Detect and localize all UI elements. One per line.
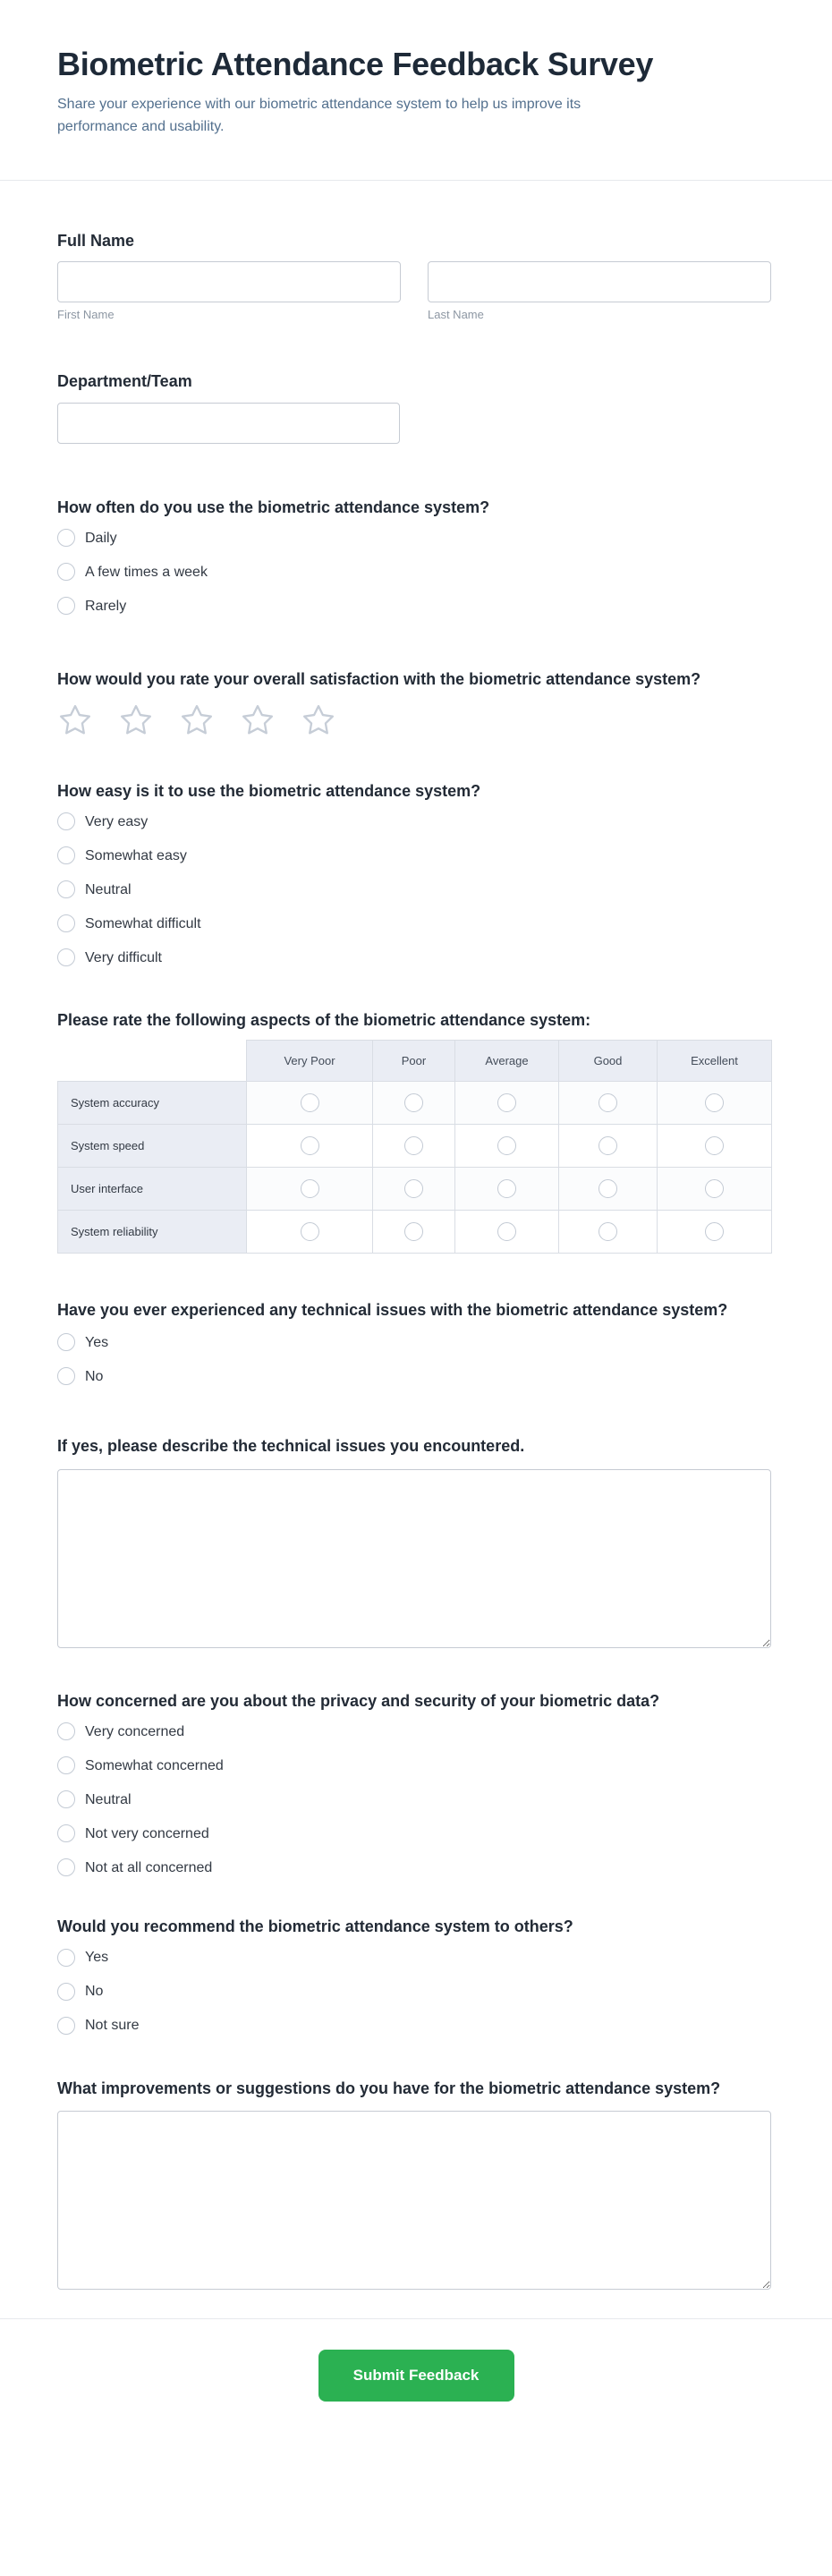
matrix-header-row [58,1040,772,1081]
radio-icon[interactable] [57,812,75,830]
radio-option-very-concerned[interactable] [57,1718,184,1745]
question-label: How concerned are you about the privacy and security of your biometric data? [57,1691,660,1710]
matrix-cell[interactable] [559,1210,658,1253]
radio-option-label: Neutral [85,1791,132,1807]
question-privacy-concern [57,1691,771,1882]
question-label: Have you ever experienced any technical issues with the biometric attendance system? [57,1300,728,1319]
radio-option-rarely[interactable] [57,592,126,619]
first-name-column [57,261,401,321]
star-icon[interactable] [179,702,215,738]
radio-option-somewhat-difficult[interactable] [57,910,201,937]
radio-option-somewhat-easy[interactable] [57,842,187,869]
radio-icon[interactable] [404,1093,423,1112]
radio-icon[interactable] [301,1222,319,1241]
matrix-cell[interactable] [373,1210,455,1253]
radio-option-label: Not very concerned [85,1825,209,1841]
radio-icon[interactable] [57,1858,75,1876]
radio-group-ease [57,808,771,971]
radio-option-label: No [85,1984,104,2000]
matrix-cell[interactable] [373,1167,455,1210]
question-issues-description [57,1436,771,1648]
radio-icon[interactable] [57,1367,75,1385]
radio-icon[interactable] [497,1136,516,1155]
radio-option-label: Somewhat easy [85,847,187,863]
radio-option-neutral[interactable] [57,1786,132,1813]
radio-icon[interactable] [57,914,75,932]
matrix-cell[interactable] [247,1124,373,1167]
radio-option-not-at-all-concerned[interactable] [57,1854,212,1881]
matrix-row-header: System accuracy [58,1081,247,1124]
matrix-cell[interactable] [559,1124,658,1167]
radio-option-label: Yes [85,1334,109,1350]
radio-group-recommend [57,1944,771,2039]
radio-option-somewhat-concerned[interactable] [57,1752,224,1779]
question-aspects-matrix [57,1010,771,1254]
survey-description: Share your experience with our biometric attendance system to help us improve its performance and usability. [57,97,582,134]
question-ease [57,781,771,972]
radio-group-privacy [57,1718,771,1881]
matrix-row-system-accuracy [58,1081,772,1124]
radio-icon[interactable] [404,1136,423,1155]
question-full-name [57,231,771,322]
radio-option-label: No [85,1368,104,1384]
radio-icon[interactable] [57,1949,75,1967]
matrix-column-header: Very Poor [247,1040,373,1081]
matrix-row-system-reliability [58,1210,772,1253]
matrix-column-header: Poor [373,1040,455,1081]
radio-option-yes[interactable] [57,1329,108,1356]
question-label: If yes, please describe the technical issues you encountered. [57,1437,525,1456]
star-icon[interactable] [57,702,93,738]
radio-icon[interactable] [705,1136,724,1155]
radio-option-label: Very difficult [85,949,162,965]
matrix-cell[interactable] [373,1081,455,1124]
star-icon[interactable] [118,702,154,738]
radio-icon[interactable] [705,1222,724,1241]
radio-icon[interactable] [57,529,75,547]
radio-option-not-very-concerned[interactable] [57,1820,209,1847]
radio-icon[interactable] [404,1222,423,1241]
radio-icon[interactable] [57,1983,75,2001]
first-name-sublabel: First Name [57,308,115,322]
radio-icon[interactable] [599,1179,617,1198]
last-name-column [428,261,771,321]
matrix-cell[interactable] [247,1210,373,1253]
matrix-cell[interactable] [455,1210,559,1253]
radio-icon[interactable] [497,1179,516,1198]
matrix-row-user-interface [58,1167,772,1210]
improvements-textarea[interactable] [57,2111,771,2290]
radio-option-label: Somewhat difficult [85,915,201,931]
radio-option-label: Neutral [85,881,132,897]
matrix-row-header: System reliability [58,1210,247,1253]
matrix-cell[interactable] [559,1167,658,1210]
matrix-corner-cell [58,1040,247,1081]
page-title: Biometric Attendance Feedback Survey [57,46,654,82]
survey-form [0,181,832,2319]
matrix-row-system-speed [58,1124,772,1167]
name-fields-row [57,261,771,321]
radio-icon[interactable] [705,1179,724,1198]
question-label: What improvements or suggestions do you have for the biometric attendance system? [57,2079,721,2097]
question-satisfaction [57,669,771,738]
radio-icon[interactable] [705,1093,724,1112]
matrix-row-header: User interface [58,1167,247,1210]
radio-icon[interactable] [57,1756,75,1774]
matrix-cell[interactable] [658,1081,772,1124]
radio-option-no[interactable] [57,1978,103,2005]
question-label: How often do you use the biometric attendance system? [57,497,490,516]
department-input[interactable] [57,403,400,444]
question-improvements [57,2079,771,2291]
submit-button[interactable]: Submit Feedback [318,2350,514,2402]
radio-option-not-sure[interactable] [57,2012,139,2039]
radio-icon[interactable] [57,563,75,581]
radio-option-label: Not sure [85,2018,140,2034]
radio-icon[interactable] [57,597,75,615]
rating-matrix [57,1040,772,1254]
radio-icon[interactable] [497,1222,516,1241]
matrix-cell[interactable] [373,1124,455,1167]
question-label: Please rate the following aspects of the biometric attendance system: [57,1011,591,1030]
radio-icon[interactable] [404,1179,423,1198]
first-name-input[interactable] [57,261,401,302]
last-name-input[interactable] [428,261,771,302]
matrix-cell[interactable] [455,1167,559,1210]
radio-icon[interactable] [301,1136,319,1155]
radio-group-frequency [57,524,771,619]
matrix-row-header: System speed [58,1124,247,1167]
radio-icon[interactable] [57,1790,75,1808]
radio-icon[interactable] [57,880,75,898]
matrix-cell[interactable] [559,1081,658,1124]
radio-option-no[interactable] [57,1363,103,1390]
matrix-cell[interactable] [247,1081,373,1124]
radio-option-daily[interactable] [57,524,117,551]
star-icon[interactable] [301,702,336,738]
radio-option-label: Yes [85,1950,109,1966]
question-label: How easy is it to use the biometric attendance system? [57,781,481,800]
matrix-cell[interactable] [455,1124,559,1167]
radio-icon[interactable] [599,1136,617,1155]
radio-icon[interactable] [57,1722,75,1740]
matrix-cell[interactable] [658,1210,772,1253]
last-name-sublabel: Last Name [428,308,484,322]
radio-option-label: Very easy [85,813,149,829]
radio-icon[interactable] [57,846,75,864]
radio-icon[interactable] [57,1333,75,1351]
radio-option-very-difficult[interactable] [57,944,162,971]
star-icon[interactable] [240,702,276,738]
radio-option-very-easy[interactable] [57,808,148,835]
question-label: Full Name [57,231,135,250]
matrix-cell[interactable] [658,1124,772,1167]
radio-option-neutral[interactable] [57,876,132,903]
radio-icon[interactable] [301,1093,319,1112]
matrix-cell[interactable] [658,1167,772,1210]
radio-icon[interactable] [57,1824,75,1842]
question-technical-issues [57,1300,771,1390]
question-department [57,371,771,444]
department-field-wrap [57,403,771,444]
question-label: Department/Team [57,372,192,391]
radio-group-technical-issues [57,1329,771,1390]
radio-option-label: Daily [85,530,117,546]
radio-option-few-times-week[interactable] [57,558,208,585]
radio-option-yes[interactable] [57,1944,108,1971]
matrix-cell[interactable] [247,1167,373,1210]
radio-icon[interactable] [57,948,75,966]
question-label: How would you rate your overall satisfaction with the biometric attendance system? [57,670,701,689]
radio-icon[interactable] [599,1093,617,1112]
matrix-column-header: Average [455,1040,559,1081]
matrix-column-header: Excellent [658,1040,772,1081]
question-recommend [57,1917,771,2039]
matrix-column-header: Good [559,1040,658,1081]
star-rating [57,702,771,738]
matrix-cell[interactable] [455,1081,559,1124]
survey-footer [0,2318,832,2487]
radio-option-label: A few times a week [85,564,208,580]
radio-icon[interactable] [599,1222,617,1241]
survey-header [0,0,832,180]
radio-option-label: Somewhat concerned [85,1757,224,1773]
question-frequency [57,497,771,620]
question-label: Would you recommend the biometric attendance system to others? [57,1917,573,1936]
radio-option-label: Rarely [85,598,127,614]
radio-icon[interactable] [301,1179,319,1198]
issues-description-textarea[interactable] [57,1469,771,1648]
radio-icon[interactable] [497,1093,516,1112]
radio-option-label: Not at all concerned [85,1859,213,1875]
radio-icon[interactable] [57,2017,75,2035]
radio-option-label: Very concerned [85,1723,185,1739]
